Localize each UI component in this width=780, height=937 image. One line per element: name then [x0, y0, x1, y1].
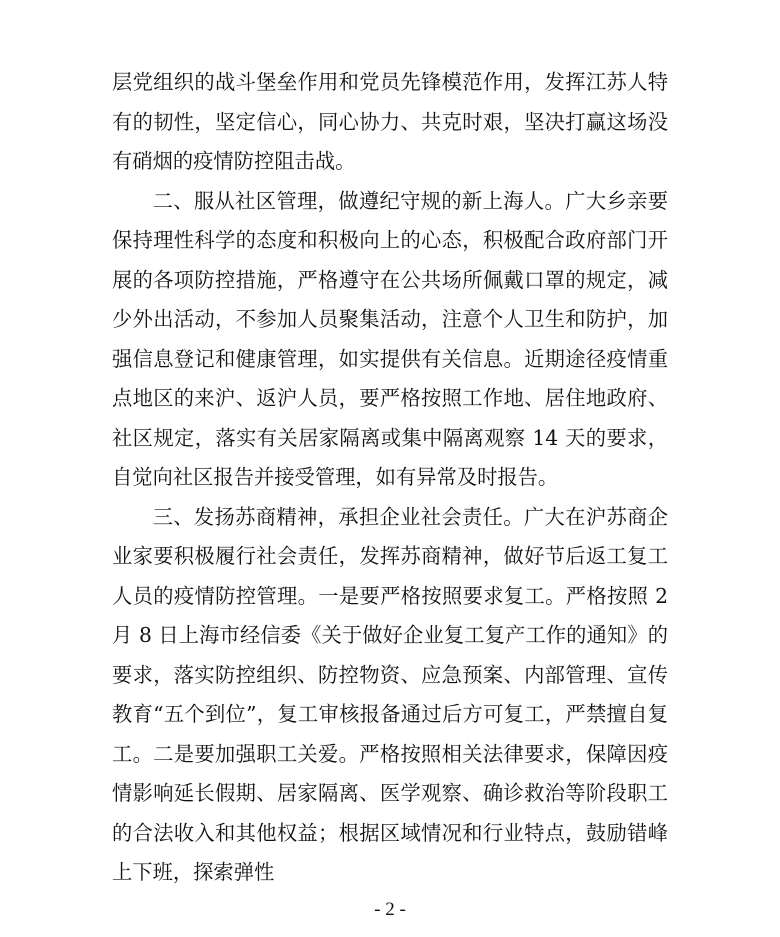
page-number: - 2 - [374, 899, 406, 920]
document-body [112, 63, 668, 893]
paragraph-business-responsibility: 三、发扬苏商精神，承担企业社会责任。广大在沪苏商企业家要积极履行社会责任，发挥苏商精神，做好节后返工复工人员的疫情防控管理。一是要严格按照要求复工。严格按照 2 月 8 日上海市经信委《关于做好企业复工复产工作的通知》的要求，落实防控组织、防控物资、应急预案、内部管理、宣传教育“五个到位”，复工审核报备通过后方可复工，严禁擅自复工。二是要加强职工关爱。严格按照相关法律要求，保障因疫情影响延长假期、居家隔离、医学观察、确诊救治等阶段职工的合法收入和其他权益；根据区域情况和行业特点，鼓励错峰上下班，探索弹性 [112, 504, 668, 884]
paragraph-continuation: 层党组织的战斗堡垒作用和党员先锋模范作用，发挥江苏人特有的韧性，坚定信心，同心协力、共克时艰，坚决打赢这场没有硝烟的疫情防控阻击战。 [112, 70, 668, 173]
paragraph-community-management: 二、服从社区管理，做遵纪守规的新上海人。广大乡亲要保持理性科学的态度和积极向上的心态，积极配合政府部门开展的各项防控措施，严格遵守在公共场所佩戴口罩的规定，减少外出活动，不参加人员聚集活动，注意个人卫生和防护，加强信息登记和健康管理，如实提供有关信息。近期途径疫情重点地区的来沪、返沪人员，要严格按照工作地、居住地政府、社区规定，落实有关居家隔离或集中隔离观察 14 天的要求，自觉向社区报告并接受管理，如有异常及时报告。 [112, 188, 668, 489]
